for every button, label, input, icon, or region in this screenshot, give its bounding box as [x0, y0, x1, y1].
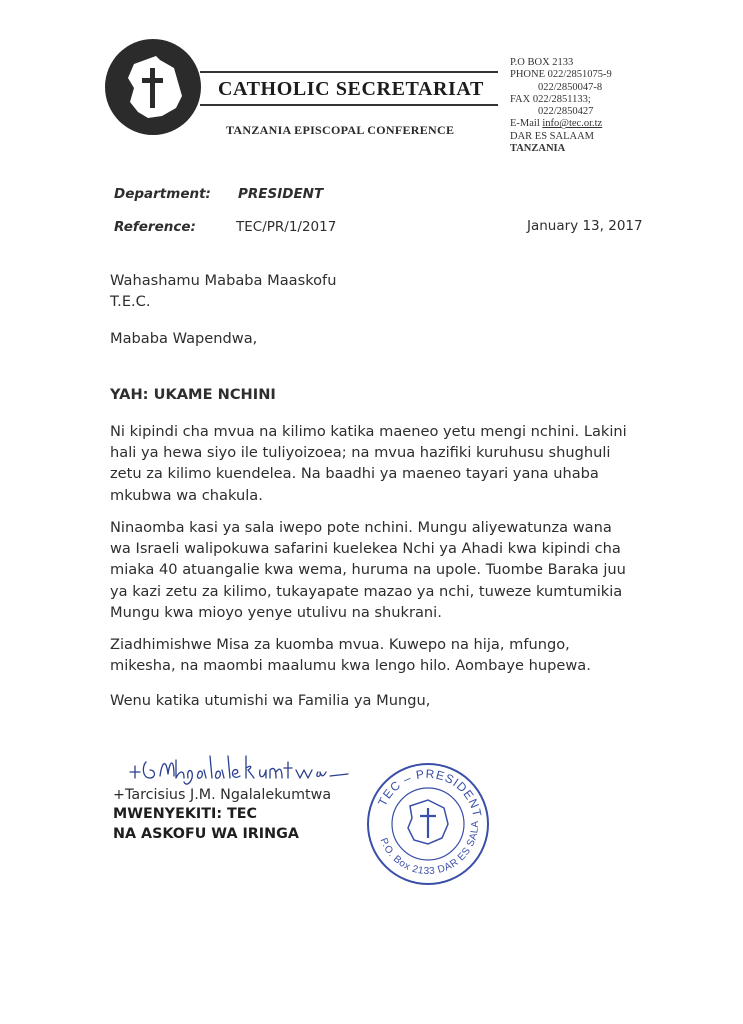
signer-title-line-1: MWENYEKITI: TEC: [113, 806, 258, 822]
svg-text:P.O. Box 2133 DAR ES SALAAM: P.O. Box 2133 DAR ES SALA: [377, 820, 482, 878]
addressee-line-1: Wahashamu Mababa Maaskofu: [110, 272, 337, 289]
department-value: PRESIDENT: [238, 186, 324, 202]
contact-block: [510, 57, 612, 155]
tec-logo: [104, 38, 202, 136]
org-title: CATHOLIC SECRETARIAT: [218, 78, 484, 100]
addressee-line-2: T.E.C.: [110, 293, 151, 310]
contact-pobox: P.O BOX 2133: [510, 57, 574, 68]
contact-fax-2: 022/2850427: [538, 106, 594, 118]
body-paragraph: Ninaomba kasi ya sala iwepo pote nchini. Mungu aliyewatunza wana wa Israeli walipokuwa safarini kuelekea Nchi ya Ahadi kwa kipindi cha miaka 40 atuangalie kwa wema, huruma na upole. Tuombe Baraka juu ya kazi zetu za kilimo, tukayapate mazao ya nchi, tuweze kumtumikia Mungu kwa mioyo yenye utulivu na shukrani.: [110, 519, 626, 621]
contact-city: DAR ES SALAAM: [510, 130, 595, 142]
salutation: Mababa Wapendwa,: [110, 330, 258, 347]
contact-email-row: [510, 118, 612, 130]
department-label: Department:: [114, 186, 211, 202]
body-paragraph: Ni kipindi cha mvua na kilimo katika maeneo yetu mengi nchini. Lakini hali ya hewa siyo ile tuliyoizoea; na mvua hazifiki kuruhusu shughuli zetu za kilimo kuendelea. Na baadhi ya maeneo tayari yana uhaba mkubwa wa chakula.: [110, 423, 627, 504]
org-subtitle: TANZANIA EPISCOPAL CONFERENCE: [226, 123, 455, 137]
reference-label: Reference:: [114, 219, 196, 235]
contact-fax: FAX 022/2851133;: [510, 93, 591, 105]
contact-email-link[interactable]: info@tec.or.tz: [542, 118, 603, 130]
body-paragraph: Ziadhimishwe Misa za kuomba mvua. Kuwepo na hija, mfungo, mikesha, na maombi maalumu kwa lengo hilo. Aombaye hupewa.: [110, 636, 591, 675]
signer-title-line-2: NA ASKOFU WA IRINGA: [113, 826, 299, 842]
header-rule-top: [200, 71, 498, 73]
contact-email-label: E-Mail: [510, 118, 540, 130]
svg-text:TEC – PRESIDENT: TEC – PRESIDENT: [375, 766, 485, 819]
reference-value: TEC/PR/1/2017: [236, 219, 337, 235]
contact-country: TANZANIA: [510, 143, 566, 155]
contact-phone-2: 022/2850047-8: [538, 81, 603, 93]
handwritten-signature: [124, 748, 354, 790]
letter-date: January 13, 2017: [527, 218, 643, 234]
contact-phone: PHONE 022/2851075-9: [510, 69, 612, 81]
closing-line: Wenu katika utumishi wa Familia ya Mungu,: [110, 692, 431, 709]
subject-line: YAH: UKAME NCHINI: [110, 386, 276, 403]
header-rule-bottom: [200, 104, 498, 106]
president-seal-stamp: [362, 760, 494, 888]
signer-name: +Tarcisius J.M. Ngalalekumtwa: [113, 787, 332, 803]
